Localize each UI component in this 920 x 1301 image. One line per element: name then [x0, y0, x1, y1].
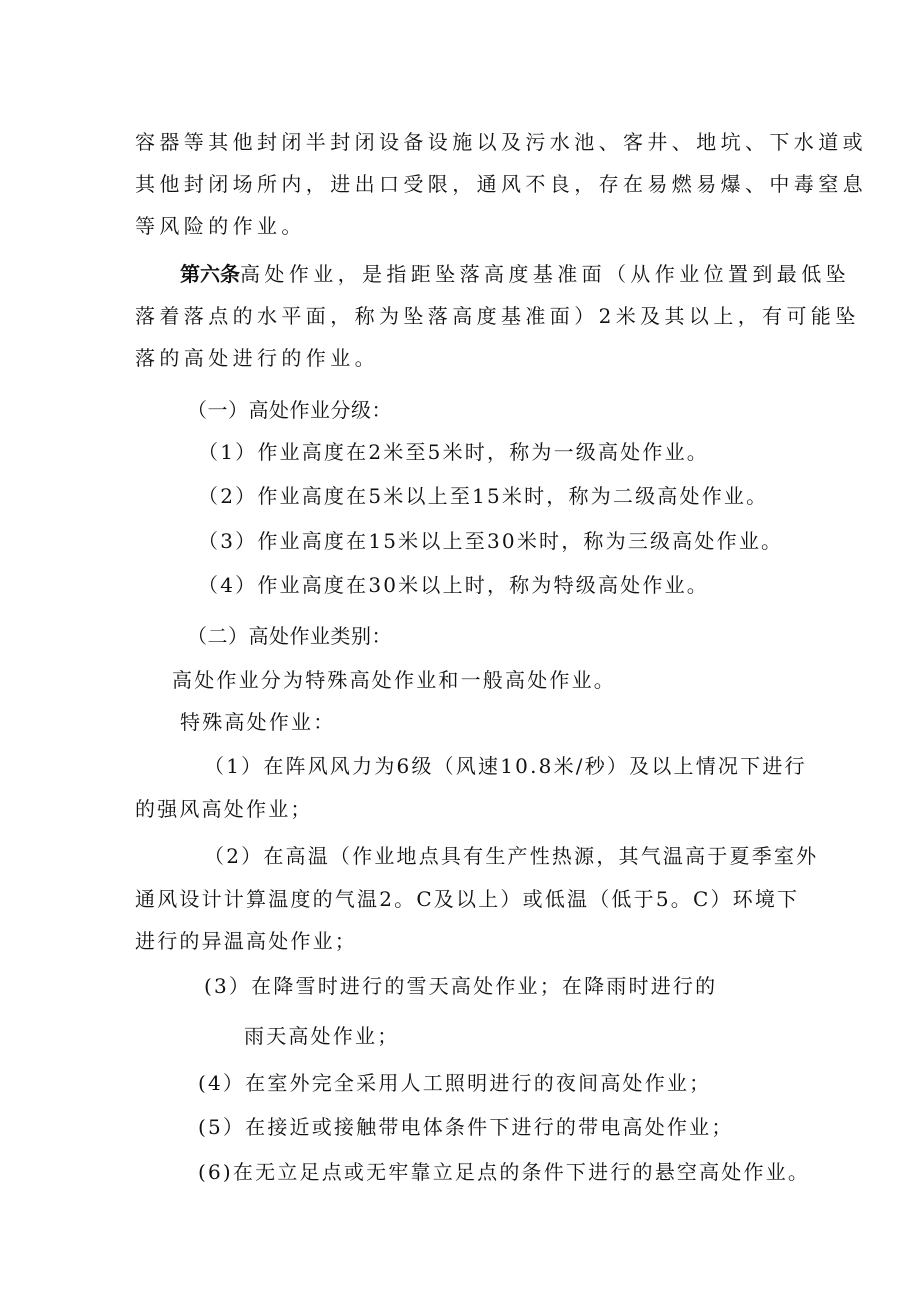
confined-para-line-1: 容器等其他封闭半封闭设备设施以及污水池、客井、地坑、下水道或: [135, 130, 867, 154]
special-item-3-line-1: (3）在降雪时进行的雪天高处作业；在降雨时进行的: [204, 974, 718, 998]
special-item-2-line-1: （2）在高温（作业地点具有生产性热源，其气温高于夏季室外: [204, 844, 819, 868]
article-6-heading: 第六条: [180, 262, 240, 286]
section-2-intro: 高处作业分为特殊高处作业和一般高处作业。: [172, 668, 616, 692]
article-6-line-2: 落着落点的水平面，称为坠落高度基准面）2米及其以上，有可能坠: [135, 304, 860, 328]
article-6-text: 高处作业，是指距坠落高度基准面（从作业位置到最低坠: [240, 262, 850, 286]
special-item-5: (5）在接近或接触带电体条件下进行的带电高处作业；: [198, 1115, 734, 1139]
section-1-heading: （一）高处作业分级：: [187, 398, 392, 422]
article-6-line-3: 落的高处进行的作业。: [135, 346, 379, 370]
grade-item-3: （3）作业高度在15米以上至30米时，称为三级高处作业。: [198, 529, 784, 553]
special-item-1-line-1: （1）在阵风风力为6级（风速10.8米/秒）及以上情况下进行: [204, 754, 807, 778]
special-item-2-line-2: 通风设计计算温度的气温2。C及以上）或低温（低于5。C）环境下: [135, 887, 800, 911]
special-item-6: (6)在无立足点或无牢靠立足点的条件下进行的悬空高处作业。: [198, 1160, 811, 1184]
special-item-3-line-2: 雨天高处作业；: [244, 1024, 400, 1048]
special-heading: 特殊高处作业：: [180, 710, 336, 734]
article-6-line-1: [180, 260, 850, 288]
grade-item-1: （1）作业高度在2米至5米时，称为一级高处作业。: [198, 440, 709, 464]
confined-para-line-2: 其他封闭场所内，进出口受限，通风不良，存在易燃易爆、中毒窒息: [135, 172, 867, 196]
grade-item-2: （2）作业高度在5米以上至15米时，称为二级高处作业。: [198, 484, 769, 508]
section-2-heading: （二）高处作业类别：: [187, 624, 392, 648]
special-item-2-line-3: 进行的异温高处作业；: [135, 929, 357, 953]
confined-para-line-3: 等风险的作业。: [135, 214, 306, 238]
special-item-1-line-2: 的强风高处作业；: [135, 797, 313, 821]
special-item-4: (4）在室外完全采用人工照明进行的夜间高处作业；: [198, 1071, 712, 1095]
grade-item-4: （4）作业高度在30米以上时，称为特级高处作业。: [198, 573, 709, 597]
